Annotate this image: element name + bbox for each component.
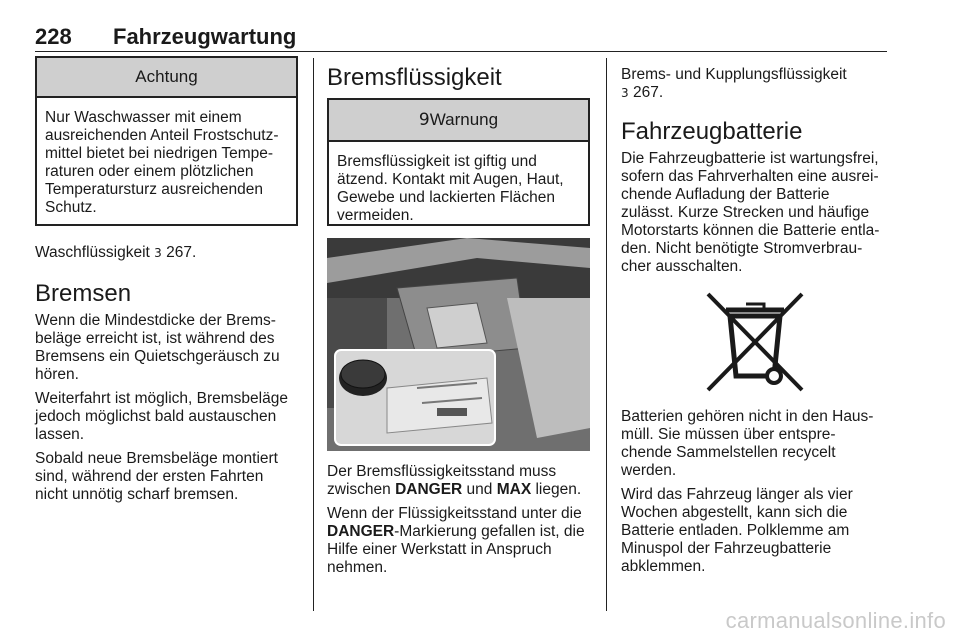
page-header — [35, 24, 887, 52]
fluid-level-paragraph: Der Bremsflüssigkeitsstand muss zwischen DANGER und MAX liegen. — [327, 463, 582, 498]
brakes-paragraph: Sobald neue Bremsbeläge montiert sind, während der ersten Fahrten nicht unnötig scharf bremsen. — [35, 450, 278, 503]
battery-paragraph: Die Fahrzeugbatterie ist wartungsfrei, sofern das Fahrverhalten eine ausrei- chende Aufladung der Batterie zulässt. Kurze Strecken und häufige Motorstarts können die Batterie entla- den. Nicht benötigte Stromverbrau- cher ausschalten. — [621, 150, 880, 275]
brakes-paragraph: Weiterfahrt ist möglich, Bremsbeläge jedoch möglichst bald austauschen lassen. — [35, 390, 288, 443]
battery-storage-paragraph: Wird das Fahrzeug länger als vier Wochen abgestellt, kann sich die Batterie entladen. Polklemme am Minuspol der Fahrzeugbatterie abklemmen. — [621, 486, 853, 575]
warning-header — [329, 100, 588, 142]
page-ref-icon: 3 — [621, 86, 629, 100]
caution-line: raturen oder einem plötzlichen — [45, 163, 254, 180]
caution-line: Nur Waschwasser mit einem — [45, 109, 242, 126]
caution-box — [35, 56, 298, 226]
column-divider — [313, 58, 314, 611]
caution-line: ausreichenden Anteil Frostschutz- — [45, 127, 279, 144]
warning-body: Bremsflüssigkeit ist giftig und ätzend. Kontakt mit Augen, Haut, Gewebe und lackierten Flächen vermeiden. — [337, 153, 564, 224]
page-ref-icon: 3 — [154, 246, 162, 260]
danger-mark-label: DANGER — [327, 523, 395, 540]
danger-mark-label: DANGER — [395, 481, 463, 498]
caution-title: Achtung — [37, 58, 296, 98]
washer-fluid-reference[interactable]: Waschflüssigkeit 3 267. — [35, 244, 197, 261]
section-title: Fahrzeugwartung — [113, 24, 297, 49]
brake-fluid-reservoir-photo — [327, 238, 590, 451]
battery-disposal-paragraph: Batterien gehören nicht in den Haus- müll. Sie müssen über entspre- chende Sammelstellen recycelt werden. — [621, 408, 874, 479]
column-left — [35, 56, 298, 510]
watermark: carmanualsonline.info — [725, 608, 946, 633]
crossed-out-wheelie-bin-icon — [700, 290, 810, 394]
brakes-paragraph: Wenn die Mindestdicke der Brems- beläge erreicht ist, ist während des Bremsens ein Quietschgeräusch zu hören. — [35, 312, 280, 383]
fluid-low-paragraph: Wenn der Flüssigkeitsstand unter die DANGER-Markierung gefallen ist, die Hilfe einer Werkstatt in Anspruch nehmen. — [327, 505, 585, 576]
brake-clutch-fluid-reference[interactable]: Brems- und Kupplungsflüssigkeit 3 267. — [621, 66, 847, 101]
caution-line: Schutz. — [45, 199, 97, 216]
battery-heading: Fahrzeugbatterie — [621, 118, 803, 145]
page-number: 228 — [35, 24, 72, 49]
warning-triangle-icon: 9 — [418, 110, 430, 130]
caution-body — [37, 98, 296, 227]
warning-box — [327, 98, 590, 226]
caution-line: Temperatursturz ausreichenden — [45, 181, 263, 198]
column-right — [621, 56, 889, 582]
column-middle — [327, 56, 590, 583]
warning-title: Warnung — [429, 110, 499, 129]
column-divider — [606, 58, 607, 611]
brakes-heading: Bremsen — [35, 280, 132, 307]
max-mark-label: MAX — [496, 481, 532, 498]
brake-fluid-heading: Bremsflüssigkeit — [327, 64, 502, 91]
caution-line: mittel bietet bei niedrigen Tempe- — [45, 145, 274, 162]
